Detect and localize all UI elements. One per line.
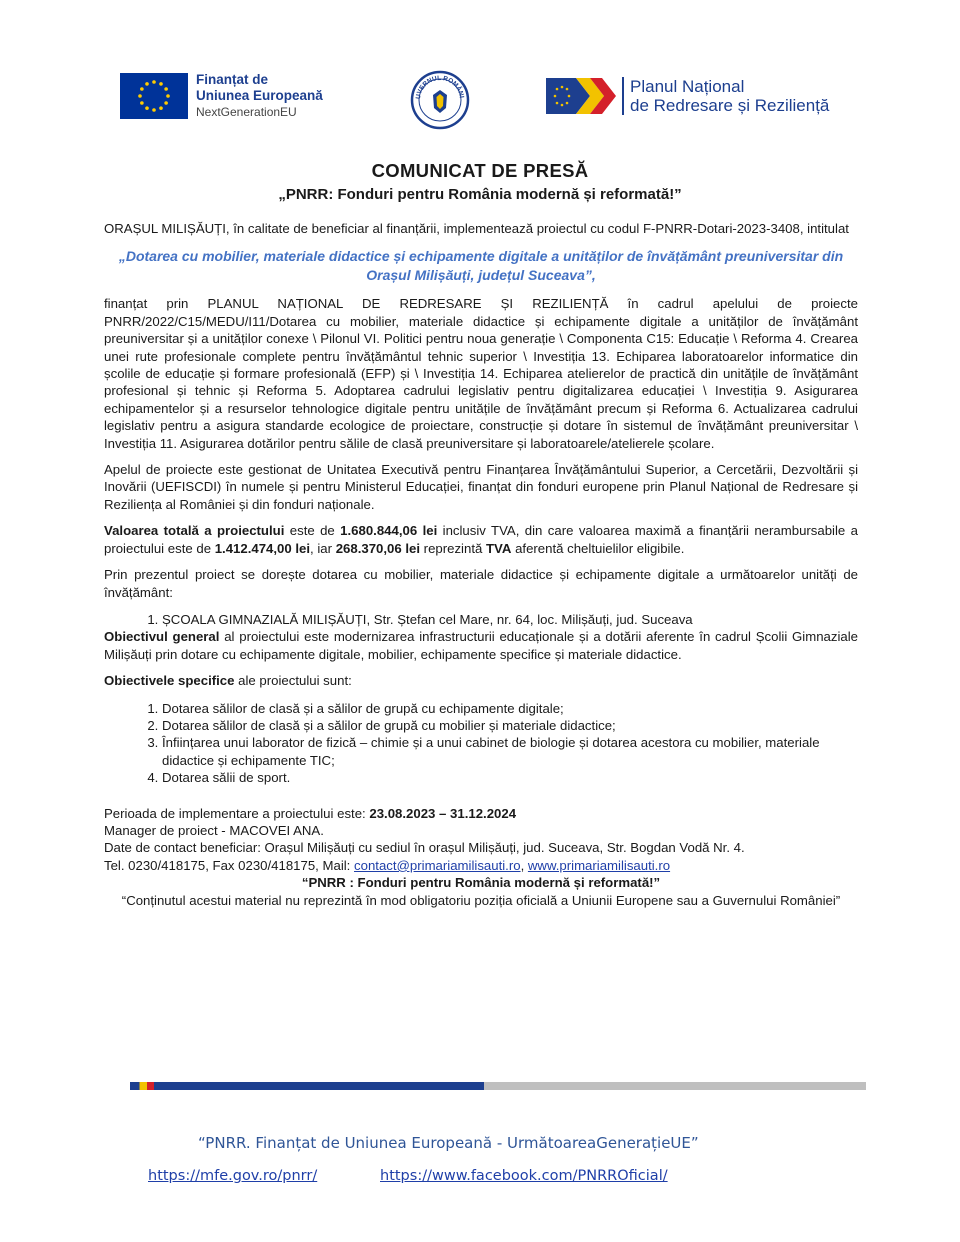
financing-paragraph: finanțat prin PLANUL NAȚIONAL DE REDRESARE ȘI REZILIENȚĂ în cadrul apelului de proiecte PNRR/2022/C15/MEDU/I11/Dotarea cu mobilier, materiale didactice și echipamente digitale a unităților de învățământ preuniversitar și a unităților conexe \ Pilonul VI. Politici pentru noua generație \ Componenta C15: Educație \ Reforma 4. Crearea unei rute profesionale complete pentru învățământul tehnic superior \ Investiția 13. Echiparea laboratoarelor informatice din școlile de educație și formare profesională (EFP) și \ Investiția 14. Echiparea atelierelor de practică din unitățile de învățământ profesional și tehnic și Reforma 5. Adoptarea cadrului legislativ pentru digitalizarea educației \ Investiția 9. Asigurarea echipamentelor și a resurselor tehnologice digitale pentru unitățile de învățământ precum și Reforma 6. Actualizarea cadrului legislativ pentru a asigura standarde ecologice de proiectare, construcție și dotare în sistemul de învățământ preuniversitar \ Investiția 11. Asigurarea dotărilor pentru sălile de clasă preuniversitare și laboratoarele/atelierele școlare. xyxy=(104,296,858,451)
pnrr-logo-line1: Planul Național xyxy=(630,77,745,96)
eu-funding-logo xyxy=(120,72,323,120)
specific-objectives-list xyxy=(104,700,858,787)
contact-address: Date de contact beneficiar: Orașul Milișăuți cu sediul în orașul Milișăuți, jud. Suceava, Str. Bogdan Vodă Nr. 4. xyxy=(104,840,745,856)
page-subtitle: „PNRR: Fonduri pentru România modernă și reformată!” xyxy=(278,186,682,203)
eu-star xyxy=(145,106,149,110)
eu-star xyxy=(164,101,168,105)
management-paragraph: Apelul de proiecte este gestionat de Unitatea Executivă pentru Finanțarea Învățământului Superior, a Cercetării, Dezvoltării și Inovării (UEFISCDI) în numele și pentru Ministerul Educației, finanțat din fonduri europene prin Planul Național de Redresare și Reziliența al României și din fonduri naționale. xyxy=(104,462,858,512)
svg-text:GUVERNUL ROMÂNIEI: UVERNUL ROMÂNI xyxy=(414,74,465,100)
contact-details xyxy=(104,857,858,874)
objective-list-item: 1. Dotarea sălilor de clasă și a sălilor de grupă cu echipamente digitale; xyxy=(162,700,858,717)
document-body xyxy=(104,220,858,909)
purpose-paragraph: Prin prezentul proiect se dorește dotarea cu mobilier, materiale didactice și echipamente digitale a următoarelor unități de învățământ: xyxy=(104,567,858,600)
project-title: „Dotarea cu mobilier, materiale didactice și echipamente digitale a unităților de învățământ preuniversitar din Orașul Milișăuți, județul Suceava”, xyxy=(118,248,844,284)
general-objective-label: Obiectivul general xyxy=(104,629,220,645)
eu-star xyxy=(138,94,142,98)
eu-logo-text xyxy=(196,72,323,120)
eu-star xyxy=(145,82,149,86)
eu-star xyxy=(159,106,163,110)
general-objective-paragraph xyxy=(104,628,858,663)
pnrr-logo-line2: de Redresare și Reziliență xyxy=(630,96,830,115)
value-text-3: , iar xyxy=(310,540,336,556)
specific-objectives-text: ale proiectului sunt: xyxy=(234,673,352,689)
eu-logo-line1: Finanțat de xyxy=(196,72,269,87)
nonrefundable-value: 1.412.474,00 lei xyxy=(214,540,311,556)
vat-value: 268.370,06 lei xyxy=(335,540,421,556)
eu-logo-line2: Uniunea Europeană xyxy=(196,88,323,103)
value-paragraph xyxy=(104,522,858,557)
contact-phones: Tel. 0230/418175, Fax 0230/418175, Mail: xyxy=(104,857,355,873)
closing-slogan: “PNRR : Fonduri pentru România modernă și reformată!” xyxy=(301,875,661,891)
specific-objectives-heading xyxy=(104,672,858,689)
eu-stars-icon xyxy=(120,73,188,119)
eu-star xyxy=(166,94,170,98)
eu-star xyxy=(152,108,156,112)
disclaimer: “Conținutul acestui material nu reprezintă în mod obligatoriu poziția oficială a Uniunii Europene sau a Guvernului României” xyxy=(121,892,841,908)
project-manager: Manager de proiect - MACOVEI ANA. xyxy=(104,822,324,838)
eu-star xyxy=(152,80,156,84)
value-text-4: reprezintă xyxy=(420,540,486,556)
objective-list-item: 2. Dotarea sălilor de clasă și a sălilor de grupă cu mobilier și materiale didactice; xyxy=(162,717,858,734)
footer-divider xyxy=(130,1082,866,1090)
mfe-pnrr-link[interactable]: https://mfe.gov.ro/pnrr/ xyxy=(148,1168,318,1184)
value-text-2: inclusiv TVA, din care valoarea maximă a finanțării nerambursabile a proiectului este de xyxy=(104,523,858,556)
pnrr-logo-text xyxy=(622,77,829,115)
specific-objectives-label: Obiectivele specifice xyxy=(104,673,235,689)
government-seal-logo xyxy=(410,70,470,130)
eu-star xyxy=(140,101,144,105)
pnrr-logo xyxy=(546,76,829,116)
eu-flag-icon xyxy=(120,73,188,119)
objective-list-item: 4. Dotarea sălii de sport. xyxy=(162,769,858,786)
pnrr-flag-arrow-icon xyxy=(546,76,616,116)
value-label: Valoarea totală a proiectului xyxy=(104,523,285,539)
intro-paragraph: ORAȘUL MILIȘĂUȚI, în calitate de beneficiar al finanțării, implementează proiectul cu codul F-PNRR-Dotari-2023-3408, intitulat xyxy=(104,221,849,236)
eu-star xyxy=(159,82,163,86)
eu-logo-line3: NextGenerationEU xyxy=(196,105,297,119)
implementation-label: Perioada de implementare a proiectului este: xyxy=(104,805,370,821)
school-list-item: 1. ȘCOALA GIMNAZIALĂ MILIȘĂUȚI, Str. Ștefan cel Mare, nr. 64, loc. Milișăuți, jud. Suceava xyxy=(162,611,858,628)
value-text-5: aferentă cheltuielilor eligibile. xyxy=(511,540,685,556)
objective-list-item: 3. Înființarea unui laborator de fizică – chimie și a unui cabinet de biologie și dotarea acestora cu mobilier, materiale didactice și echipamente TIC; xyxy=(162,734,858,769)
schools-list xyxy=(104,611,858,628)
implementation-dates: 23.08.2023 – 31.12.2024 xyxy=(369,805,517,821)
eu-star xyxy=(140,87,144,91)
value-text-1: este de xyxy=(284,523,341,539)
general-objective-text: al proiectului este modernizarea infrastructurii educaționale și a dotării aferente în cadrul Școlii Gimnaziale Milișăuți prin dotare cu echipamente digitale, mobilier, echipamente specifice și materiale didactice. xyxy=(104,629,858,662)
contact-email-link[interactable]: contact@primariamilisauti.ro xyxy=(354,857,521,873)
website-link[interactable]: www.primariamilisauti.ro xyxy=(527,857,671,873)
footer-slogan: “PNRR. Finanțat de Uniunea Europeană - UrmătoareaGenerațieUE” xyxy=(198,1134,699,1152)
implementation-period xyxy=(104,805,858,822)
page-title: COMUNICAT DE PRESĂ xyxy=(371,160,589,181)
facebook-pnrr-link[interactable]: https://www.facebook.com/PNRROficial/ xyxy=(380,1168,668,1184)
contact-separator: , xyxy=(520,857,528,873)
eu-star xyxy=(164,87,168,91)
total-value: 1.680.844,06 lei xyxy=(340,523,438,539)
vat-label: TVA xyxy=(486,540,512,556)
government-seal-icon xyxy=(410,70,470,130)
